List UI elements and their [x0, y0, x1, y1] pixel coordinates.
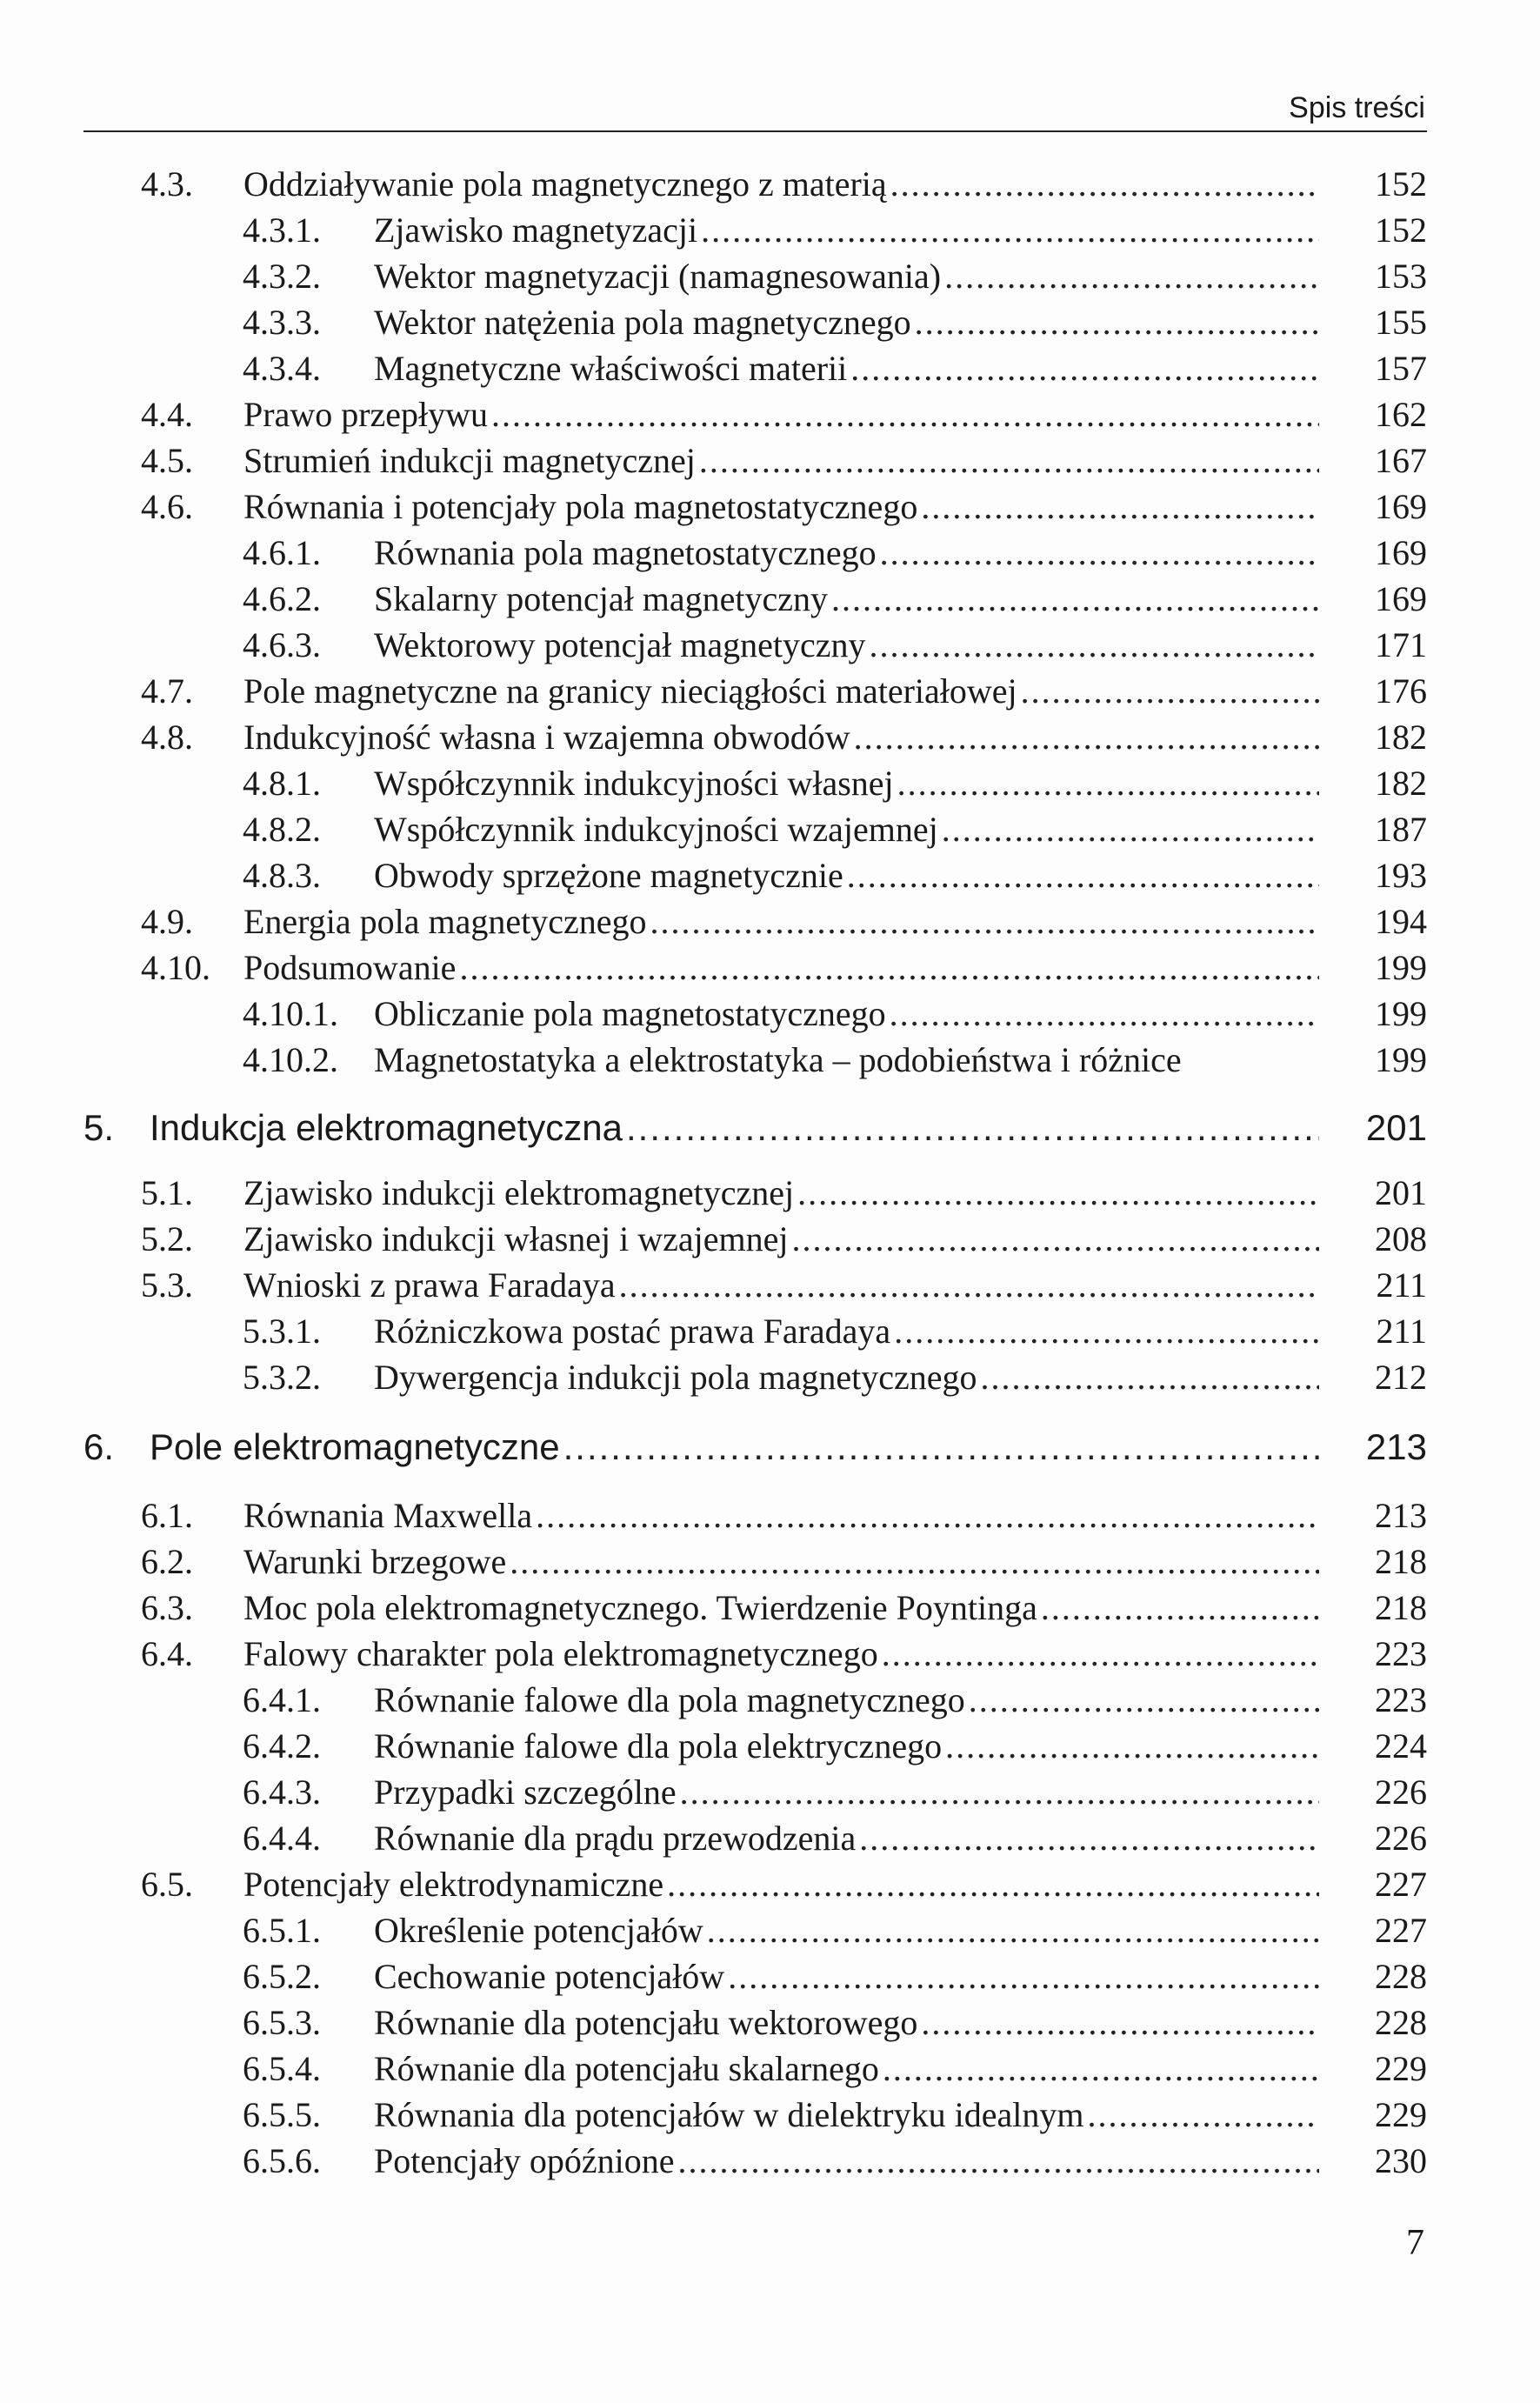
- toc-dot-leader: [680, 1770, 1319, 1815]
- toc-dot-leader: [894, 1309, 1319, 1354]
- toc-entry-page: 155: [1375, 303, 1427, 342]
- page-number: 7: [1406, 2223, 1424, 2263]
- toc-dot-leader: [667, 1862, 1319, 1907]
- toc-entry-title: Współczynnik indukcyjności własnej: [374, 764, 894, 803]
- toc-dot-leader: [677, 2139, 1319, 2184]
- toc-entry-number: 4.6.3.: [243, 625, 321, 664]
- toc-entry-page: 187: [1375, 810, 1427, 849]
- toc-entry-title: Prawo przepływu: [243, 395, 489, 434]
- toc-entry-page: 152: [1375, 164, 1427, 204]
- toc-dot-leader: [563, 1421, 1319, 1473]
- toc-entry[interactable]: [0, 2046, 1540, 2092]
- toc-entry[interactable]: [0, 853, 1540, 898]
- toc-chapter-number: 5.: [83, 1107, 115, 1148]
- toc-dot-leader: [459, 945, 1319, 991]
- toc-entry-page: 227: [1375, 1865, 1427, 1904]
- toc-dot-leader: [792, 1217, 1319, 1262]
- toc-entry-number: 4.10.2.: [243, 1040, 338, 1079]
- toc-entry-number: 6.5.6.: [243, 2141, 321, 2180]
- toc-entry-page: 226: [1375, 1772, 1427, 1812]
- toc-entry-number: 6.4.3.: [243, 1772, 321, 1812]
- toc-entry-page: 211: [1376, 1265, 1427, 1305]
- toc-entry[interactable]: [0, 254, 1540, 299]
- toc-entry-page: 199: [1375, 948, 1427, 987]
- toc-dot-leader: [859, 1816, 1319, 1861]
- toc-entry-number: 4.3.4.: [243, 349, 321, 388]
- toc-entry[interactable]: [0, 761, 1540, 806]
- toc-entry[interactable]: [0, 1539, 1540, 1585]
- toc-entry-number: 4.6.2.: [243, 579, 321, 618]
- toc-entry-title: Równanie dla potencjału wektorowego: [374, 2003, 918, 2042]
- toc-entry[interactable]: [0, 1954, 1540, 1999]
- toc-dot-leader: [728, 1954, 1319, 1999]
- toc-entry[interactable]: [0, 1632, 1540, 1677]
- toc-dot-leader: [942, 807, 1319, 852]
- toc-entry-page: 167: [1375, 441, 1427, 480]
- running-head: [83, 87, 1427, 132]
- toc-entry-number: 6.4.4.: [243, 1819, 321, 1858]
- toc-entry-number: 4.3.1.: [243, 210, 321, 250]
- toc-entry-number: 6.4.: [141, 1634, 193, 1673]
- toc-entry-title: Podsumowanie: [243, 948, 457, 987]
- toc-entry[interactable]: [0, 2139, 1540, 2184]
- toc-entry-title: Wektor magnetyzacji (namagnesowania): [374, 257, 942, 296]
- toc-entry[interactable]: [0, 899, 1540, 945]
- toc-entry-number: 6.5.2.: [243, 1957, 321, 1996]
- toc-dot-leader: [626, 1102, 1319, 1154]
- toc-entry[interactable]: [0, 162, 1540, 207]
- toc-entry-page: 153: [1375, 257, 1427, 296]
- toc-entry-title: Falowy charakter pola elektromagnetycznego: [243, 1634, 878, 1673]
- toc-entry-page: 199: [1375, 994, 1427, 1033]
- toc-entry-page: 223: [1375, 1680, 1427, 1719]
- toc-entry-number: 4.8.1.: [243, 764, 321, 803]
- toc-dot-leader: [1087, 2093, 1319, 2138]
- running-head-title: Spis treści: [1289, 91, 1425, 124]
- toc-entry-number: 6.5.3.: [243, 2003, 321, 2042]
- toc-entry-title: Oddziaływanie pola magnetycznego z materią: [243, 164, 887, 204]
- toc-entry-title: Strumień indukcji magnetycznej: [243, 441, 696, 480]
- toc-entry[interactable]: [0, 2093, 1540, 2138]
- toc-chapter-entry[interactable]: [0, 1421, 1540, 1473]
- toc-entry-page: 228: [1375, 1957, 1427, 1996]
- toc-entry-page: 157: [1375, 349, 1427, 388]
- toc-dot-leader: [650, 899, 1319, 945]
- toc-dot-leader: [1041, 1585, 1319, 1631]
- toc-dot-leader: [536, 1493, 1319, 1539]
- toc-dot-leader: [880, 531, 1319, 576]
- toc-dot-leader: [882, 1632, 1319, 1677]
- toc-entry[interactable]: [0, 1724, 1540, 1769]
- toc-dot-leader: [701, 208, 1319, 253]
- toc-entry-page: 182: [1375, 764, 1427, 803]
- toc-dot-leader: [699, 438, 1319, 484]
- toc-entry[interactable]: [0, 438, 1540, 484]
- toc-entry-title: Równania Maxwella: [243, 1496, 533, 1535]
- toc-dot-leader: [797, 1171, 1319, 1216]
- toc-entry-title: Indukcyjność własna i wzajemna obwodów: [243, 718, 850, 757]
- toc-entry-title: Równanie dla prądu przewodzenia: [374, 1819, 857, 1858]
- toc-entry-title: Równanie falowe dla pola elektrycznego: [374, 1726, 943, 1766]
- toc-entry-page: 169: [1375, 487, 1427, 526]
- toc-entry-number: 5.3.1.: [243, 1312, 321, 1351]
- toc-entry-number: 4.5.: [141, 441, 193, 480]
- toc-chapter-entry[interactable]: [0, 1102, 1540, 1154]
- toc-entry-page: 212: [1375, 1358, 1427, 1397]
- toc-dot-leader: [890, 991, 1319, 1037]
- toc-entry[interactable]: [0, 715, 1540, 760]
- toc-entry-number: 5.1.: [141, 1173, 193, 1212]
- toc-entry-page: 162: [1375, 395, 1427, 434]
- toc-entry[interactable]: [0, 346, 1540, 391]
- toc-entry-page: 176: [1375, 671, 1427, 711]
- toc-dot-leader: [847, 853, 1319, 898]
- toc-dot-leader: [969, 1678, 1319, 1723]
- toc-entry[interactable]: [0, 392, 1540, 437]
- toc-entry-title: Cechowanie potencjałów: [374, 1957, 725, 1996]
- toc-entry-title: Skalarny potencjał magnetyczny: [374, 579, 829, 618]
- toc-entry-title: Równanie dla potencjału skalarnego: [374, 2049, 879, 2088]
- toc-chapter-title: Indukcja elektromagnetyczna: [150, 1107, 623, 1148]
- toc-entry-page: 218: [1375, 1542, 1427, 1581]
- toc-entry-number: 6.4.2.: [243, 1726, 321, 1766]
- toc-entry-page: 193: [1375, 856, 1427, 895]
- toc-entry-number: 6.3.: [141, 1588, 193, 1627]
- toc-dot-leader: [707, 1908, 1319, 1953]
- toc-entry-title: Zjawisko magnetyzacji: [374, 210, 698, 250]
- toc-entry-title: Wektorowy potencjał magnetyczny: [374, 625, 866, 664]
- toc-dot-leader: [921, 484, 1319, 530]
- toc-entry-title: Równanie falowe dla pola magnetycznego: [374, 1680, 965, 1719]
- toc-entry-number: 5.3.2.: [243, 1358, 321, 1397]
- toc-entry-page: 169: [1375, 533, 1427, 572]
- toc-entry-page: 208: [1375, 1219, 1427, 1258]
- toc-entry-number: 6.4.1.: [243, 1680, 321, 1719]
- toc-entry-number: 5.2.: [141, 1219, 193, 1258]
- toc-dot-leader: [944, 254, 1319, 299]
- toc-entry[interactable]: [0, 1493, 1540, 1539]
- toc-entry[interactable]: [0, 623, 1540, 668]
- toc-entry-page: 169: [1375, 579, 1427, 618]
- toc-dot-leader: [831, 577, 1319, 622]
- toc-entry[interactable]: [0, 1309, 1540, 1354]
- toc-entry-number: 4.9.: [141, 902, 193, 941]
- toc-entry-page: 230: [1375, 2141, 1427, 2180]
- toc-dot-leader: [619, 1263, 1319, 1308]
- toc-entry[interactable]: [0, 577, 1540, 622]
- toc-entry-title: Dywergencja indukcji pola magnetycznego: [374, 1358, 977, 1397]
- toc-dot-leader: [890, 162, 1319, 207]
- toc-dot-leader: [945, 1724, 1319, 1769]
- toc-entry[interactable]: [0, 208, 1540, 253]
- toc-entry-title: Energia pola magnetycznego: [243, 902, 647, 941]
- toc-entry-title: Warunki brzegowe: [243, 1542, 507, 1581]
- toc-entry-title: Równania i potencjały pola magnetostatycznego: [243, 487, 918, 526]
- toc-entry-number: 4.7.: [141, 671, 193, 711]
- toc-entry-page: 194: [1375, 902, 1427, 941]
- toc-dot-leader: [1021, 669, 1319, 714]
- toc-entry-number: 6.1.: [141, 1496, 193, 1535]
- toc-entry[interactable]: [0, 1816, 1540, 1861]
- toc-entry[interactable]: [0, 1171, 1540, 1216]
- toc-entry[interactable]: [0, 945, 1540, 991]
- toc-entry-title: Magnetostatyka a elektrostatyka – podobieństwa i różnice: [374, 1040, 1182, 1079]
- toc-dot-leader: [850, 346, 1319, 391]
- toc-entry-number: 4.8.: [141, 718, 193, 757]
- toc-entry-page: 199: [1375, 1040, 1427, 1079]
- toc-entry-number: 4.8.3.: [243, 856, 321, 895]
- toc-entry-title: Zjawisko indukcji elektromagnetycznej: [243, 1173, 795, 1212]
- toc-entry[interactable]: [0, 1038, 1540, 1083]
- toc-entry-number: 4.3.3.: [243, 303, 321, 342]
- toc-entry-title: Potencjały opóźnione: [374, 2141, 675, 2180]
- toc-entry-number: 6.5.4.: [243, 2049, 321, 2088]
- toc-entry-page: 211: [1376, 1312, 1427, 1351]
- toc-entry-number: 4.10.: [141, 948, 210, 987]
- toc-dot-leader: [883, 2046, 1319, 2092]
- toc-entry-title: Obwody sprzężone magnetycznie: [374, 856, 843, 895]
- toc-entry-title: Wnioski z prawa Faradaya: [243, 1265, 616, 1305]
- toc-chapter-page: 201: [1365, 1107, 1427, 1148]
- toc-entry-title: Różniczkowa postać prawa Faradaya: [374, 1312, 891, 1351]
- toc-entry-page: 226: [1375, 1819, 1427, 1858]
- toc-entry-number: 6.5.1.: [243, 1911, 321, 1950]
- toc-entry-page: 182: [1375, 718, 1427, 757]
- toc-entry-page: 171: [1375, 625, 1427, 664]
- toc-entry-page: 201: [1375, 1173, 1427, 1212]
- toc-entry-title: Obliczanie pola magnetostatycznego: [374, 994, 886, 1033]
- toc-dot-leader: [1185, 1038, 1319, 1083]
- toc-entry[interactable]: [0, 1263, 1540, 1308]
- toc-entry[interactable]: [0, 1585, 1540, 1631]
- toc-dot-leader: [869, 623, 1319, 668]
- toc-entry-number: 4.6.1.: [243, 533, 321, 572]
- toc-entry[interactable]: [0, 669, 1540, 714]
- toc-entry-title: Określenie potencjałów: [374, 1911, 703, 1950]
- toc-entry-page: 229: [1375, 2095, 1427, 2134]
- toc-entry-title: Równania dla potencjałów w dielektryku idealnym: [374, 2095, 1084, 2134]
- toc-entry-number: 5.3.: [141, 1265, 193, 1305]
- toc-dot-leader: [897, 761, 1319, 806]
- toc-entry[interactable]: [0, 1862, 1540, 1907]
- toc-dot-leader: [980, 1355, 1319, 1400]
- toc-dot-leader: [854, 715, 1319, 760]
- toc-entry-number: 4.4.: [141, 395, 193, 434]
- toc-entry-page: 228: [1375, 2003, 1427, 2042]
- toc-entry-title: Potencjały elektrodynamiczne: [243, 1865, 664, 1904]
- toc-entry-page: 152: [1375, 210, 1427, 250]
- toc-entry-page: 227: [1375, 1911, 1427, 1950]
- toc-entry-page: 224: [1375, 1726, 1427, 1766]
- toc-dot-leader: [510, 1539, 1319, 1585]
- toc-entry-number: 4.8.2.: [243, 810, 321, 849]
- toc-entry-number: 6.2.: [141, 1542, 193, 1581]
- toc-entry[interactable]: [0, 1355, 1540, 1400]
- toc-entry-title: Pole magnetyczne na granicy nieciągłości materiałowej: [243, 671, 1017, 711]
- toc-entry[interactable]: [0, 1678, 1540, 1723]
- toc-dot-leader: [491, 392, 1319, 437]
- toc-entry[interactable]: [0, 1770, 1540, 1815]
- toc-entry[interactable]: [0, 531, 1540, 576]
- toc-entry[interactable]: [0, 484, 1540, 530]
- toc-entry-page: 223: [1375, 1634, 1427, 1673]
- toc-entry-number: 6.5.: [141, 1865, 193, 1904]
- toc-entry-number: 4.3.2.: [243, 257, 321, 296]
- toc-entry[interactable]: [0, 807, 1540, 852]
- toc-entry-title: Współczynnik indukcyjności wzajemnej: [374, 810, 938, 849]
- toc-dot-leader: [921, 2000, 1319, 2046]
- toc-entry[interactable]: [0, 1908, 1540, 1953]
- toc-entry-title: Przypadki szczególne: [374, 1772, 677, 1812]
- toc-entry-number: 6.5.5.: [243, 2095, 321, 2134]
- toc-chapter-title: Pole elektromagnetyczne: [150, 1426, 560, 1467]
- toc-entry[interactable]: [0, 2000, 1540, 2046]
- toc-entry[interactable]: [0, 991, 1540, 1037]
- toc-entry-number: 4.10.1.: [243, 994, 338, 1033]
- toc-entry-page: 213: [1375, 1496, 1427, 1535]
- toc-entry-page: 218: [1375, 1588, 1427, 1627]
- toc-chapter-number: 6.: [83, 1426, 115, 1467]
- toc-entry-title: Moc pola elektromagnetycznego. Twierdzenie Poyntinga: [243, 1588, 1037, 1627]
- toc-dot-leader: [915, 300, 1319, 345]
- toc-entry-number: 4.6.: [141, 487, 193, 526]
- toc-chapter-page: 213: [1365, 1426, 1427, 1467]
- toc-entry-number: 4.3.: [141, 164, 193, 204]
- toc-entry-title: Równania pola magnetostatycznego: [374, 533, 877, 572]
- toc-entry-title: Wektor natężenia pola magnetycznego: [374, 303, 911, 342]
- toc-entry[interactable]: [0, 300, 1540, 345]
- toc-entry[interactable]: [0, 1217, 1540, 1262]
- toc-entry-title: Zjawisko indukcji własnej i wzajemnej: [243, 1219, 789, 1258]
- toc-entry-title: Magnetyczne właściwości materii: [374, 349, 848, 388]
- toc-entry-page: 229: [1375, 2049, 1427, 2088]
